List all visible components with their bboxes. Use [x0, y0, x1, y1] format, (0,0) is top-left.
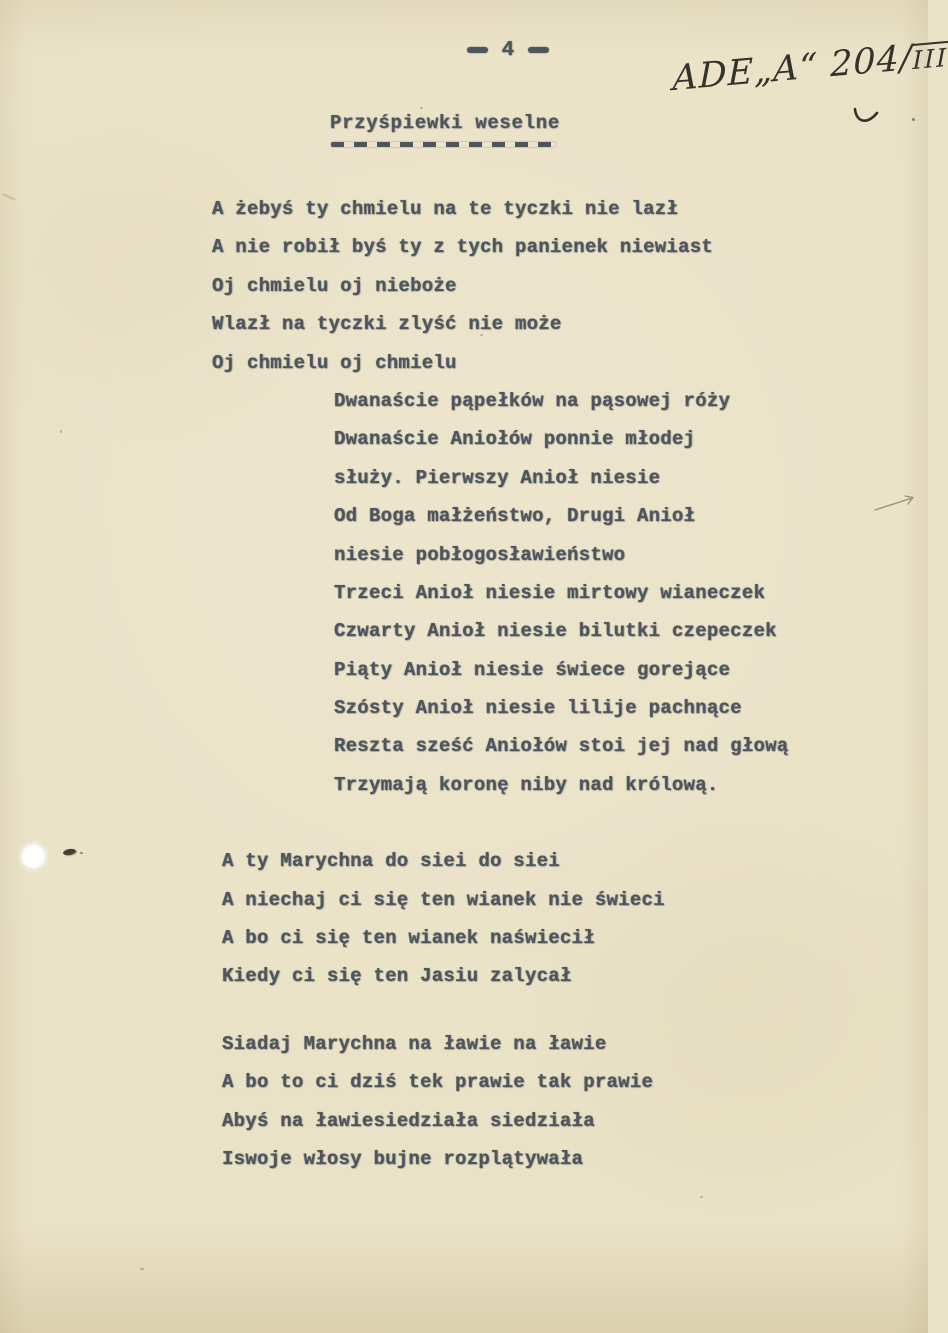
poem-line: Trzymają koronę niby nad królową. — [334, 773, 719, 796]
document-title: Przyśpiewki weselne — [330, 112, 560, 134]
page-number-dash-left — [467, 47, 488, 53]
poem-line: Iswoje włosy bujne rozplątywała — [222, 1147, 584, 1170]
poem-line: służy. Pierwszy Anioł niesie — [334, 466, 661, 489]
annotation-roman-numeral: $\overline{III}$ — [912, 42, 948, 76]
poem-line: Dwanaście pąpełków na pąsowej róży — [334, 389, 731, 412]
poem-line: niesie pobłogosławieństwo — [334, 543, 626, 566]
ink-speck — [63, 848, 77, 856]
stanza-1 — [212, 190, 788, 382]
poem-line: Wlazł na tyczki zlyść nie może — [212, 313, 562, 336]
poem-line: A ty Marychna do siei do siei — [222, 850, 560, 873]
poem-line: Piąty Anioł niesie świece gorejące — [334, 658, 731, 681]
poem-line: Dwanaście Aniołów ponnie młodej — [334, 428, 696, 451]
poem-line: Siadaj Marychna na ławie na ławie — [222, 1032, 607, 1055]
hole-punch — [20, 843, 47, 870]
stanza-2-indented — [334, 382, 788, 804]
poem-line: Oj chmielu oj nieboże — [212, 274, 457, 297]
annotation-text: ADE„A“ 204/ — [672, 37, 913, 100]
paper-speck — [60, 430, 62, 433]
paper-crease — [2, 193, 16, 201]
handwritten-annotation — [672, 37, 948, 100]
paper-speck — [700, 1196, 703, 1198]
paper-speck — [140, 1268, 144, 1270]
poem-line: Kiedy ci się ten Jasiu zalycał — [222, 965, 572, 988]
paper-speck — [480, 334, 483, 336]
poem-line: A nie robił byś ty z tych panienek niewiast — [212, 236, 714, 259]
poem — [212, 190, 788, 1178]
paper-speck — [394, 119, 396, 121]
poem-line: Reszta sześć Aniołów stoi jej nad głową — [334, 735, 789, 758]
stanza-3 — [222, 842, 788, 996]
stanza-4 — [222, 1025, 788, 1179]
paper-speck — [912, 118, 915, 121]
handwritten-tick-mark — [851, 104, 883, 130]
poem-line: Trzeci Anioł niesie mirtowy wianeczek — [334, 581, 766, 604]
ink-speck-tail — [80, 852, 83, 854]
pen-arrow-mark — [872, 488, 922, 518]
page-number-value: 4 — [501, 38, 515, 62]
page-number — [448, 36, 568, 64]
poem-line: A żebyś ty chmielu na te tyczki nie lazł — [212, 198, 679, 220]
poem-line: Abyś na ławiesiedziała siedziała — [222, 1109, 595, 1132]
poem-line: A niechaj ci się ten wianek nie świeci — [222, 888, 665, 911]
paper-speck — [420, 107, 423, 109]
poem-line: Szósty Anioł niesie lilije pachnące — [334, 697, 742, 720]
poem-line: Od Boga małżeństwo, Drugi Anioł — [334, 505, 696, 528]
poem-line: Czwarty Anioł niesie bilutki czepeczek — [334, 620, 777, 643]
poem-line: Oj chmielu oj chmielu — [212, 351, 457, 374]
page-number-dash-right — [528, 47, 549, 53]
poem-line: A bo to ci dziś tek prawie tak prawie — [222, 1071, 654, 1094]
poem-line: A bo ci się ten wianek naświecił — [222, 927, 595, 950]
title-underline — [331, 142, 556, 147]
